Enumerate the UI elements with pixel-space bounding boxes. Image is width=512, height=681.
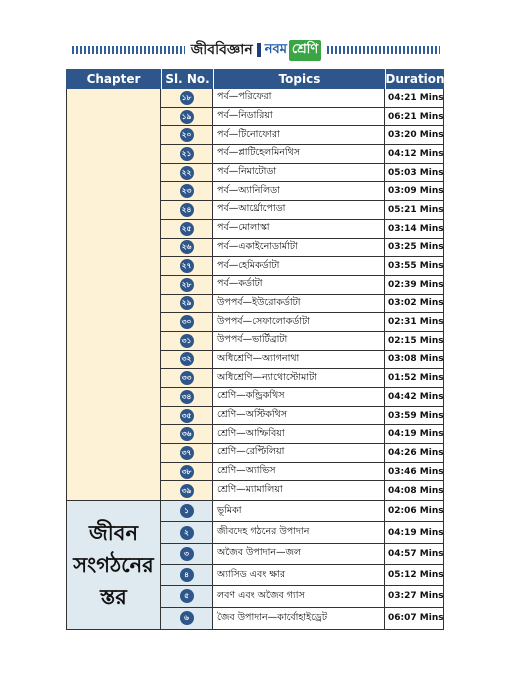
topic-cell: পর্ব—পরিফেরা — [213, 89, 385, 107]
table-row — [161, 425, 443, 444]
duration-cell: 03:20 Mins — [388, 130, 444, 141]
header-stripes-left — [72, 46, 185, 54]
duration-cell: 03:59 Mins — [388, 410, 444, 421]
sl-cell — [161, 276, 213, 294]
table-row — [161, 201, 443, 220]
topic-cell: অধিশ্রেণি—ন্যাথোস্টোমাটা — [213, 369, 385, 387]
duration-cell: 02:06 Mins — [388, 506, 444, 517]
sl-number-badge: ২২ — [180, 166, 194, 180]
sl-number-badge: ৩৮ — [180, 465, 194, 479]
sl-number-badge: ৩৩ — [180, 371, 194, 385]
sl-number-badge: ৪ — [180, 568, 194, 582]
duration-cell: 05:12 Mins — [388, 570, 444, 581]
duration-cell: 04:21 Mins — [388, 92, 444, 103]
sl-number-badge: ২৩ — [180, 184, 194, 198]
duration-cell: 04:19 Mins — [388, 429, 444, 440]
sl-cell — [161, 89, 213, 107]
topic-cell: পর্ব—টিনোফোরা — [213, 126, 385, 144]
table-row — [161, 332, 443, 351]
topic-cell: অধিশ্রেণি—অ্যাগনাথা — [213, 351, 385, 369]
chapter-line: জীবন — [88, 521, 139, 546]
duration-cell: 03:25 Mins — [388, 242, 444, 253]
duration-cell: 02:39 Mins — [388, 279, 444, 290]
duration-cell: 06:21 Mins — [388, 111, 444, 122]
duration-cell: 03:27 Mins — [388, 591, 444, 602]
sl-number-badge: ৩ — [180, 547, 194, 561]
sl-cell — [161, 481, 213, 500]
topic-cell: জৈব উপাদান—কার্বোহাইড্রেট — [213, 608, 385, 629]
sl-number-badge: ২৭ — [180, 259, 194, 273]
header-separator — [257, 43, 261, 57]
table-header — [66, 69, 444, 89]
table-row — [161, 501, 443, 522]
col-header-chapter: Chapter — [66, 69, 162, 89]
duration-cell: 04:12 Mins — [388, 148, 444, 159]
table-row — [161, 276, 443, 295]
section-animal-classification — [66, 89, 444, 501]
col-header-topics: Topics — [214, 69, 386, 89]
duration-cell: 04:57 Mins — [388, 548, 444, 559]
topic-cell: পর্ব—প্লাটিহেলমিনথিস — [213, 145, 385, 163]
topic-cell: উপপর্ব—সেফালোকর্ডাটা — [213, 313, 385, 331]
sl-cell — [161, 544, 213, 564]
topic-cell: পর্ব—একাইনোডার্মাটা — [213, 239, 385, 257]
duration-cell: 02:31 Mins — [388, 317, 444, 328]
sl-cell — [161, 608, 213, 629]
chapter-line: সংগঠনের — [73, 553, 154, 578]
chapter-cell — [67, 501, 161, 629]
table-row — [161, 126, 443, 145]
sl-cell — [161, 295, 213, 313]
header-subject: জীববিজ্ঞান — [190, 42, 253, 58]
sl-cell — [161, 351, 213, 369]
duration-cell: 04:26 Mins — [388, 447, 444, 458]
topic-cell: পর্ব—অ্যানিলিডা — [213, 182, 385, 200]
topic-cell: পর্ব—নিমাটোডা — [213, 164, 385, 182]
sl-number-badge: ২৬ — [180, 240, 194, 254]
col-header-duration: Duration — [385, 72, 445, 86]
duration-cell: 03:55 Mins — [388, 261, 444, 272]
sl-number-badge: ২ — [180, 526, 194, 540]
topic-cell: পর্ব—নিডারিয়া — [213, 108, 385, 126]
table-row — [161, 481, 443, 500]
sl-cell — [161, 313, 213, 331]
sl-cell — [161, 182, 213, 200]
table-row — [161, 257, 443, 276]
duration-cell: 03:08 Mins — [388, 354, 444, 365]
sl-number-badge: ৩৬ — [180, 427, 194, 441]
topic-cell: লবণ এবং অজৈব গ্যাস — [213, 586, 385, 606]
table-row — [161, 89, 443, 108]
sl-cell — [161, 332, 213, 350]
sl-cell — [161, 522, 213, 542]
duration-cell: 03:09 Mins — [388, 186, 444, 197]
table-row — [161, 565, 443, 586]
topic-cell: পর্ব—কর্ডাটা — [213, 276, 385, 294]
table-row — [161, 313, 443, 332]
sl-cell — [161, 463, 213, 481]
section-rows — [161, 89, 443, 500]
section-rows — [161, 501, 443, 629]
sl-number-badge: ২৫ — [180, 222, 194, 236]
table-row — [161, 388, 443, 407]
header-stripes-right — [327, 46, 440, 54]
topic-cell: উপপর্ব—ইউরোকর্ডাটা — [213, 295, 385, 313]
table-row — [161, 522, 443, 543]
sl-number-badge: ২৯ — [180, 296, 194, 310]
topic-cell: পর্ব—মোলাস্কা — [213, 220, 385, 238]
sl-cell — [161, 164, 213, 182]
sl-cell — [161, 407, 213, 425]
topic-cell: উপপর্ব—ভার্টিব্রাটা — [213, 332, 385, 350]
duration-cell: 03:02 Mins — [388, 298, 444, 309]
sl-number-badge: ২১ — [180, 147, 194, 161]
page-header — [66, 40, 446, 60]
chapter-cell — [67, 89, 161, 500]
table-row — [161, 239, 443, 258]
topic-cell: পর্ব—আর্থ্রোপোডা — [213, 201, 385, 219]
header-class-badge: শ্রেণি — [289, 40, 321, 61]
sl-cell — [161, 220, 213, 238]
table-row — [161, 544, 443, 565]
sl-number-badge: ২৮ — [180, 278, 194, 292]
sl-number-badge: ৩২ — [180, 352, 194, 366]
duration-cell: 02:15 Mins — [388, 335, 444, 346]
sl-number-badge: ২৪ — [180, 203, 194, 217]
duration-cell: 06:07 Mins — [388, 613, 444, 624]
table-row — [161, 444, 443, 463]
sl-cell — [161, 239, 213, 257]
sl-cell — [161, 145, 213, 163]
table-row — [161, 586, 443, 607]
table-row — [161, 220, 443, 239]
topic-cell: অজৈব উপাদান—জল — [213, 544, 385, 564]
sl-cell — [161, 501, 213, 521]
topic-cell: শ্রেণি—অস্টিকথিস — [213, 407, 385, 425]
topic-cell: শ্রেণি—কন্ড্রিকথিস — [213, 388, 385, 406]
topic-cell: পর্ব—হেমিকর্ডাটা — [213, 257, 385, 275]
table-row — [161, 369, 443, 388]
table-row — [161, 108, 443, 127]
topic-cell: অ্যাসিড এবং ক্ষার — [213, 565, 385, 585]
sl-number-badge: ৩৯ — [180, 484, 194, 498]
sl-number-badge: ১৮ — [180, 91, 194, 105]
duration-cell: 01:52 Mins — [388, 373, 444, 384]
table-row — [161, 295, 443, 314]
sl-cell — [161, 388, 213, 406]
sl-cell — [161, 444, 213, 462]
section-levels-of-organization — [66, 501, 444, 630]
table-row — [161, 145, 443, 164]
duration-cell: 04:08 Mins — [388, 485, 444, 496]
topic-cell: ভূমিকা — [213, 501, 385, 521]
sl-number-badge: ৫ — [180, 589, 194, 603]
sl-cell — [161, 369, 213, 387]
sl-cell — [161, 565, 213, 585]
table-row — [161, 164, 443, 183]
sl-cell — [161, 257, 213, 275]
sl-number-badge: ৩০ — [180, 315, 194, 329]
duration-cell: 05:21 Mins — [388, 204, 444, 215]
sl-cell — [161, 108, 213, 126]
table-row — [161, 463, 443, 482]
table-row — [161, 182, 443, 201]
sl-cell — [161, 201, 213, 219]
col-header-sl: Sl. No. — [162, 69, 214, 89]
sl-number-badge: ৩৭ — [180, 446, 194, 460]
sl-number-badge: ৩৫ — [180, 409, 194, 423]
topic-cell: শ্রেণি—অ্যাভিস — [213, 463, 385, 481]
sl-cell — [161, 586, 213, 606]
duration-cell: 05:03 Mins — [388, 167, 444, 178]
sl-number-badge: ১ — [180, 504, 194, 518]
table-row — [161, 608, 443, 629]
sl-number-badge: ৩১ — [180, 334, 194, 348]
table-row — [161, 351, 443, 370]
sl-number-badge: ৬ — [180, 611, 194, 625]
duration-cell: 04:19 Mins — [388, 527, 444, 538]
topic-cell: জীবদেহ গঠনের উপাদান — [213, 522, 385, 542]
sl-cell — [161, 425, 213, 443]
sl-cell — [161, 126, 213, 144]
header-class-word: নবম — [264, 41, 287, 57]
chapter-line: স্তর — [100, 585, 127, 610]
topic-cell: শ্রেণি—ম্যামালিয়া — [213, 481, 385, 500]
topics-table — [66, 69, 444, 630]
sl-number-badge: ১৯ — [180, 110, 194, 124]
duration-cell: 03:46 Mins — [388, 466, 444, 477]
sl-number-badge: ৩৪ — [180, 390, 194, 404]
topic-cell: শ্রেণি—রেপ্টিলিয়া — [213, 444, 385, 462]
sl-number-badge: ২০ — [180, 128, 194, 142]
duration-cell: 04:42 Mins — [388, 391, 444, 402]
topic-cell: শ্রেণি—আম্ফিবিয়া — [213, 425, 385, 443]
table-row — [161, 407, 443, 426]
duration-cell: 03:14 Mins — [388, 223, 444, 234]
